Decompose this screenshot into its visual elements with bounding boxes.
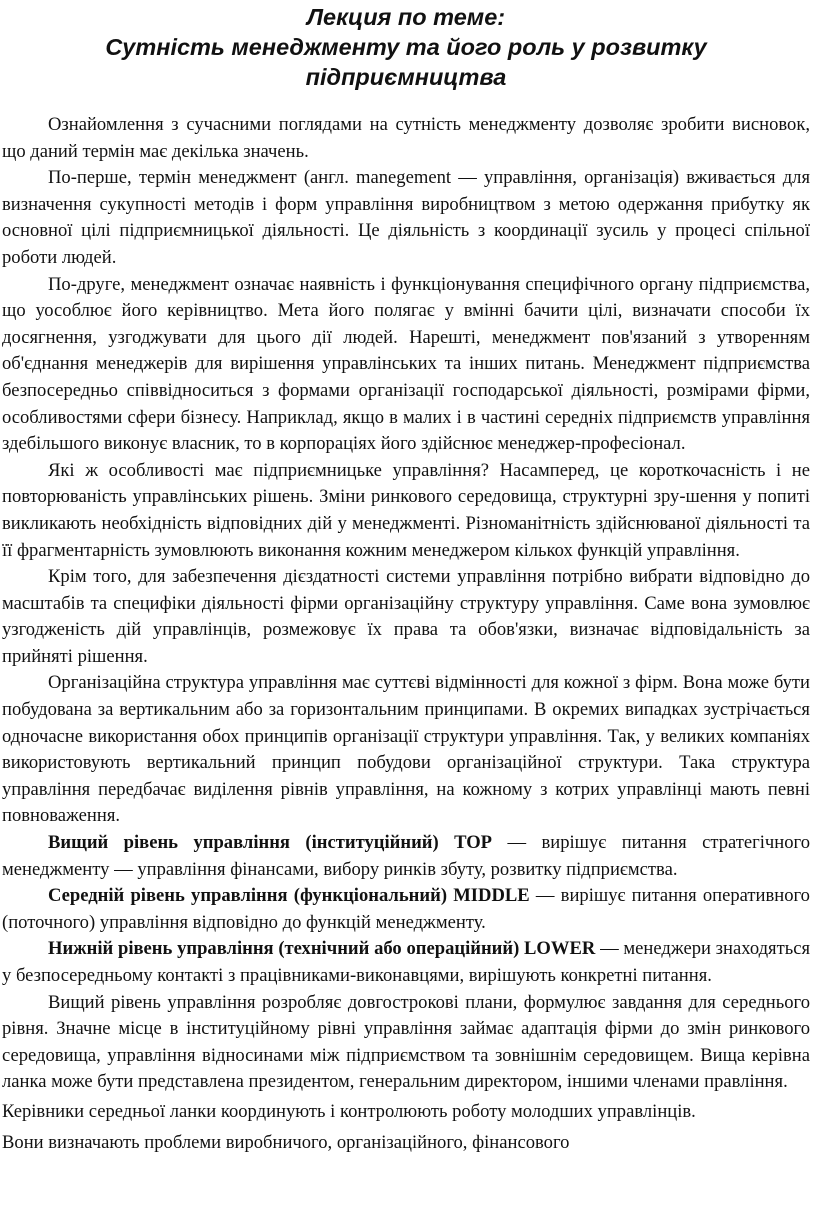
top-level-heading: Вищий рівень управління (інституційний) TOP [48,832,493,854]
middle-level-text: — вирішує питання оперативного (поточного) управління відповідно до функцій менеджменту. [2,885,810,933]
lecture-tail [2,1096,810,1158]
title-line-3: підприємництва [305,64,507,90]
paragraph-features: Які ж особливості має підприємницьке управління? Насамперед, це короткочасність і не повторюваність управлінських рішень. Зміни ринкового середовища, структурні зру-шення у попиті викликають необхідність відповідних дій у менеджменті. Різноманітність здійснюваної діяльності та її фрагментарність зумовлюють виконання кожним менеджером кількох функцій управління. [2,459,810,561]
title-line-2: Сутність менеджменту та його роль у розвитку [105,34,707,60]
paragraph-first-meaning: По-перше, термін менеджмент (англ. manegement — управління, організація) вживається для визначення сукупності методів і форм управління виробництвом з метою одержання прибутку як основної цілі підприємницької діяльності. Це діяльність з координації зусиль у процесі спільної роботи людей. [2,167,810,268]
lower-level-heading: Нижній рівень управління (технічний або операційний) LOWER [48,938,596,960]
middle-level-heading: Середній рівень управління (функціональний) MIDDLE [48,885,530,907]
paragraph-second-meaning: По-друге, менеджмент означає наявність і функціонування специфічного органу підприємства, що уособлює його керівництво. Мета його полягає у вмінні бачити цілі, визначати способи їх досягнення, узгоджувати для цього дії людей. Нарешті, менеджмент пов'язаний з утворенням об'єднання менеджерів для вирішення управлінських та інших питань. Менеджмент підприємства безпосередньо співвідноситься з формами організації господарської діяльності, розмірами фірми, особливостями сфери бізнесу. Наприклад, якщо в малих і в частині середніх підприємств управління здебільшого виконує власник, то в корпораціях його здійснює менеджер-професіонал. [2,273,810,455]
paragraph-org-structure: Організаційна структура управління має суттєві відмінності для кожної з фірм. Вона може бути побудована за вертикальним або за горизонтальним принципами. В окремих випадках зустрічається одночасне використання обох принципів організації структури управління. Так, у великих компаніях використовують вертикальний принцип побудови організаційної структури. Така структура управління передбачає виділення рівнів управління, на кожному з котрих управлінці мають певні повноваження. [2,672,810,827]
paragraph-middle-level [2,883,810,936]
title-line-1: Лекция по теме: [306,4,506,30]
paragraph-structure: Крім того, для забезпечення дієздатності системи управління потрібно вибрати відповідно до масштабів та специфіки діяльності фірми організаційну структуру управління. Саме вона зумовлює узгодженість дій управлінців, розмежовує їх права та обов'язки, визначає відповідальність за прийняті рішення. [2,566,810,667]
top-level-text: — вирішує питання стратегічного менеджменту — управління фінансами, вибору ринків збуту, розвитку підприємства. [2,832,810,880]
paragraph-lower-level [2,936,810,989]
tail-line-2: Вони визначають проблеми виробничого, організаційного, фінансового [2,1131,570,1153]
lecture-body [2,112,810,1096]
paragraph-intro: Ознайомлення з сучасними поглядами на сутність менеджменту дозволяє зробити висновок, що даний термін має декілька значень. [2,114,810,162]
lower-level-text: — менеджери знаходяться у безпосередньому контакті з працівниками-виконавцями, вирішують конкретні питання. [2,938,810,986]
paragraph-top-level-duties: Вищий рівень управління розробляє довгострокові плани, формулює завдання для середнього рівня. Значне місце в інституційному рівні управління займає адаптація фірми до змін ринкового середовища, управління відносинами між підприємством та зовнішнім середовищем. Вища керівна ланка може бути представлена президентом, генеральним директором, іншими членами правління. [2,991,810,1093]
paragraph-top-level [2,830,810,883]
lecture-title [2,2,810,92]
tail-line-1: Керівники середньої ланки координують і контролюють роботу молодших управлінців. [2,1100,696,1122]
